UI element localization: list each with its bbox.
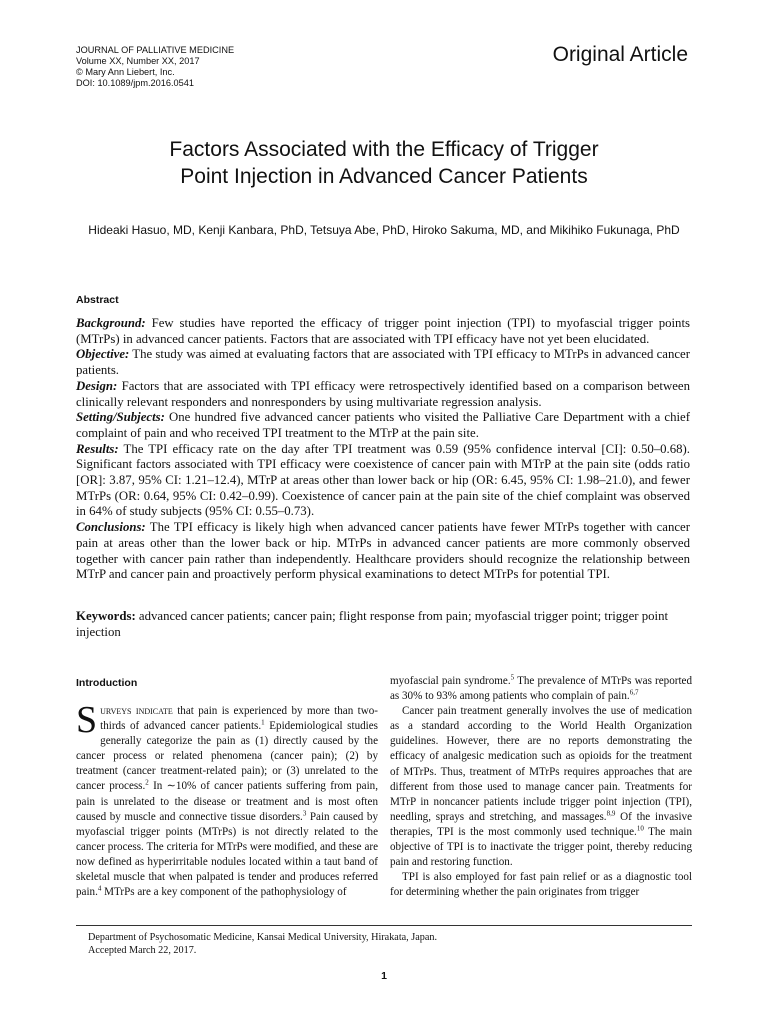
title-line-1: Factors Associated with the Efficacy of Trigger [169, 138, 599, 161]
text-run: that pain is experienced by more than two-thirds of advanced cancer patients. [100, 705, 378, 733]
background-label: Background: [76, 316, 146, 330]
affiliation: Department of Psychosomatic Medicine, Kansai Medical University, Hirakata, Japan. [88, 932, 438, 943]
abstract-objective [76, 347, 690, 378]
copyright: © Mary Ann Liebert, Inc. [76, 67, 175, 77]
text-run: MTrPs are a key component of the pathophysiology of [101, 886, 347, 899]
article-type: Original Article [552, 43, 688, 66]
intro-paragraph-3: TPI is also employed for fast pain relief or as a diagnostic tool for determining whether the pain originates from trigger [390, 871, 692, 899]
text-run: Of the invasive therapies, TPI is the most commonly used technique. [390, 810, 692, 838]
text-run: Epidemiological studies generally categorize the pain as (1) directly caused by the cancer process or related phenomena (cancer pain); (2) by treatment (cancer treatment-related pain); or (3) unrelated to the cancer process. [76, 720, 378, 793]
lead-in-smallcaps: urveys indicate [100, 705, 173, 717]
introduction-right-column [390, 674, 692, 900]
reference-marker: 4 [97, 884, 102, 893]
reference-marker: 5 [510, 673, 515, 682]
conclusions-label: Conclusions: [76, 520, 146, 535]
title-line-2: Point Injection in Advanced Cancer Patients [180, 165, 588, 188]
footnote-divider [76, 925, 692, 926]
keywords-label: Keywords: [76, 609, 136, 623]
doi: DOI: 10.1089/jpm.2016.0541 [76, 78, 194, 88]
text-run: The prevalence of MTrPs was reported as 30% to 93% among patients who complain of pain. [390, 675, 693, 703]
keywords [76, 608, 690, 640]
abstract-design [76, 379, 690, 410]
results-text: The TPI efficacy rate on the day after TPI treatment was 0.59 (95% confidence interval [CI]: 0.50–0.68). Significant factors associated with TPI efficacy were coexistence of cancer pain with MTrP at the pain site (odds ratio [OR]: 3.87, 95% CI: 1.21–12.4), MTrP at areas other than lower back or hip (OR: 6.45, 95% CI: 1.98–21.0), and fewer MTrPs (OR: 0.64, 95% CI: 0.42–0.99). Coexistence of cancer pain at the pain site of the chief complaint was observed in 64% of study subjects (95% CI: 0.55–0.73). [76, 441, 690, 519]
setting-label: Setting/Subjects: [76, 410, 165, 425]
article-title [76, 136, 692, 190]
text-run: In ∼10% of cancer patients suffering from pain, pain is unrelated to the disease or treatment and is most often caused by muscle and connective tissue disorders. [76, 780, 378, 823]
page-number: 1 [381, 970, 387, 982]
abstract-body [76, 316, 690, 583]
reference-marker: 10 [636, 824, 644, 833]
background-text: Few studies have reported the efficacy of trigger point injection (TPI) to myofascial trigger points (MTrPs) in advanced cancer patients. Factors that are associated with TPI efficacy have not yet been elucidated. [76, 316, 690, 346]
introduction-left-column [76, 699, 378, 900]
setting-text: One hundred five advanced cancer patients who visited the Palliative Care Department with a chief complaint of pain and who received TPI treatment to the MTrP at the pain site. [76, 410, 690, 440]
text-run: Pain caused by myofascial trigger points (MTrPs) is not directly related to the cancer process. The criteria for MTrPs were modified, and these are now defined as hyperirritable nodules located within a taut band of skeletal muscle that when palpated is tender and produces referred pain. [76, 810, 378, 899]
reference-marker: 8,9 [606, 809, 616, 818]
abstract-setting [76, 410, 690, 441]
reference-marker: 3 [302, 808, 307, 817]
reference-marker: 6,7 [629, 688, 639, 697]
design-label: Design: [76, 378, 118, 393]
intro-paragraph-1 [76, 699, 378, 900]
text-run: myofascial pain syndrome. [390, 675, 511, 687]
text-run: Cancer pain treatment generally involves the use of medication as a standard according to the World Health Organization guidelines. However, there are no reports demonstrating the efficacy of analgesic medication such as opioids for the treatment of MTrPs. Thus, treatment of MTrPs requires approaches that are different from those used to manage cancer pain. Treatments for MTrP in noncancer patients include trigger point injection (TPI), needling, sprays and stretching, and massages. [390, 705, 692, 823]
abstract-background [76, 316, 690, 347]
abstract-heading: Abstract [76, 294, 119, 306]
text-run: The main objective of TPI is to inactivate the trigger point, thereby reducing pain and restoring function. [390, 825, 692, 869]
drop-cap: S [76, 699, 98, 741]
authors: Hideaki Hasuo, MD, Kenji Kanbara, PhD, Tetsuya Abe, PhD, Hiroko Sakuma, MD, and Mikihiko Fukunaga, PhD [88, 223, 680, 237]
accepted-date: Accepted March 22, 2017. [88, 944, 197, 956]
journal-info [76, 45, 234, 89]
results-label: Results: [76, 441, 119, 456]
journal-volume: Volume XX, Number XX, 2017 [76, 56, 200, 66]
abstract-conclusions [76, 520, 690, 583]
objective-label: Objective: [76, 347, 130, 362]
keywords-text: advanced cancer patients; cancer pain; flight response from pain; myofascial trigger point; trigger point injection [76, 609, 669, 639]
journal-name: JOURNAL OF PALLIATIVE MEDICINE [76, 45, 235, 55]
affiliation-footnote [88, 932, 437, 957]
conclusions-text: The TPI efficacy is likely high when advanced cancer patients have fewer MTrPs together with cancer pain at areas other than the lower back or hip. MTrPs in advanced cancer patients are more commonly observed together with cancer pain rather than independently. Healthcare providers should recognize the relationship between MTrP and cancer pain and proactively perform physical examinations to detect MTrPs for potential TPI. [76, 520, 690, 582]
design-text: Factors that are associated with TPI efficacy were retrospectively identified based on a comparison between clinically relevant responders and nonresponders by using multivariate regression analysis. [76, 378, 690, 409]
reference-marker: 1 [261, 718, 265, 727]
abstract-results [76, 442, 690, 521]
intro-paragraph-2 [390, 704, 692, 870]
introduction-heading: Introduction [76, 677, 138, 689]
reference-marker: 2 [145, 778, 149, 787]
objective-text: The study was aimed at evaluating factors that are associated with TPI efficacy to MTrPs in advanced cancer patients. [76, 347, 690, 378]
intro-paragraph-continued [390, 674, 692, 704]
